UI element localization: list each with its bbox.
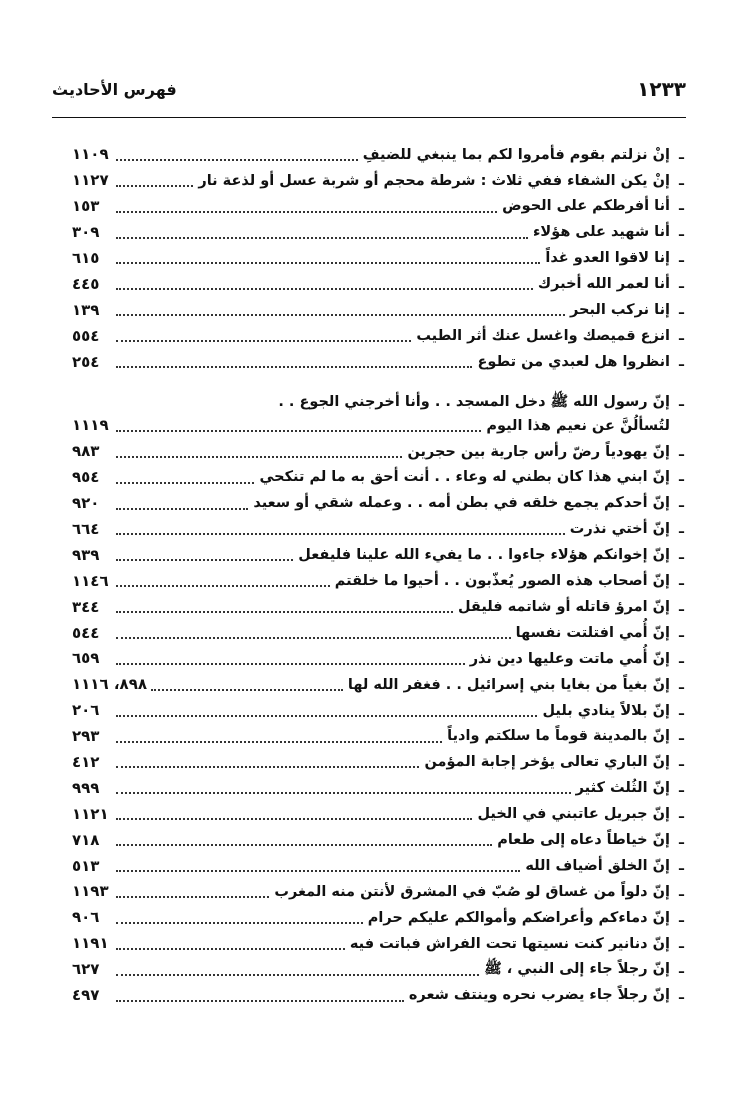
entry-ref: ١١٢١ bbox=[72, 804, 109, 823]
entry-text: إنّ يهودياً رضّ رأس جارية بين حجرين bbox=[407, 443, 670, 460]
index-entry bbox=[72, 349, 684, 375]
entry-text: إنّ جبريل عاتبني في الخيل bbox=[477, 806, 670, 823]
entry-ref: ٢٠٦ bbox=[72, 701, 100, 720]
entry-dash: ـ bbox=[679, 961, 684, 978]
entry-dash: ـ bbox=[679, 443, 684, 460]
entry-dash: ـ bbox=[679, 806, 684, 823]
entry-text: إنّ رجلاً جاء إلى النبي ، ﷺ bbox=[484, 961, 670, 978]
entry-ref: ١١٩١ bbox=[72, 934, 109, 953]
entry-ref: ٥٤٤ bbox=[72, 623, 100, 642]
entry-ref: ٤٩٧ bbox=[72, 986, 100, 1005]
dot-leader bbox=[116, 288, 533, 290]
entry-ref: ٦٢٧ bbox=[72, 960, 100, 979]
entry-ref: ٥١٣ bbox=[72, 856, 100, 875]
entry-text: إنّ بغياً من بغايا بني إسرائيل . . فغفر الله لها bbox=[347, 676, 670, 693]
index-entry bbox=[72, 465, 684, 491]
header-rule bbox=[52, 117, 686, 118]
entry-ref: ١١٢٧ bbox=[72, 171, 109, 190]
index-entry bbox=[72, 542, 684, 568]
dot-leader bbox=[116, 366, 472, 368]
entry-dash: ـ bbox=[679, 598, 684, 615]
entry-text: أنا أفرطكم على الحوض bbox=[502, 198, 670, 215]
index-entry bbox=[72, 375, 684, 413]
dot-leader bbox=[116, 896, 269, 898]
page-number: ١٢٣٣ bbox=[637, 77, 686, 101]
entry-ref: ٧١٨ bbox=[72, 830, 100, 849]
dot-leader bbox=[116, 340, 411, 342]
index-entry bbox=[72, 168, 684, 194]
entry-text: إنّ امرؤ قاتله أو شاتمه فليقل bbox=[457, 598, 670, 615]
entry-dash: ـ bbox=[679, 495, 684, 512]
entry-dash: ـ bbox=[679, 276, 684, 293]
entry-text: إنّ أصحاب هذه الصور يُعذّبون . . أحيوا ما خلقتم bbox=[334, 573, 670, 590]
entry-dash: ـ bbox=[679, 754, 684, 771]
entry-text: إنّ إخوانكم هؤلاء جاءوا . . ما يفيء الله علينا فليفعل bbox=[298, 547, 670, 564]
entry-text: إنّ ابني هذا كان بطني له وعاء . . أنت أحق به ما لم تنكحي bbox=[259, 469, 670, 486]
entry-dash: ـ bbox=[679, 198, 684, 215]
entry-text: إنا لاقوا العدو غداً bbox=[545, 250, 670, 267]
index-entry bbox=[72, 194, 684, 220]
index-entry bbox=[72, 246, 684, 272]
entry-dash: ـ bbox=[679, 728, 684, 745]
dot-leader bbox=[116, 792, 571, 794]
entry-ref: ٤١٢ bbox=[72, 753, 100, 772]
entry-dash: ـ bbox=[679, 624, 684, 641]
entry-dash: ـ bbox=[679, 302, 684, 319]
dot-leader bbox=[116, 533, 565, 535]
entry-text: إنّ أختي نذرت bbox=[569, 521, 670, 538]
dot-leader bbox=[151, 689, 343, 691]
index-entry bbox=[72, 698, 684, 724]
entry-dash: ـ bbox=[679, 547, 684, 564]
entry-ref: ٩٠٦ bbox=[72, 908, 100, 927]
entry-ref: ١١٤٦ bbox=[72, 571, 109, 590]
dot-leader bbox=[116, 922, 363, 924]
entry-text: إنا نركب البحر bbox=[569, 302, 670, 319]
index-entry bbox=[72, 827, 684, 853]
entry-ref: ٢٩٣ bbox=[72, 727, 100, 746]
entry-dash: ـ bbox=[679, 521, 684, 538]
index-entry bbox=[72, 297, 684, 323]
entry-ref: ١٣٩ bbox=[72, 300, 100, 319]
entry-dash: ـ bbox=[679, 935, 684, 952]
entry-ref: ١١١٩ bbox=[72, 416, 109, 435]
index-entry bbox=[72, 271, 684, 297]
index-entry bbox=[72, 672, 684, 698]
entry-text: انزع قميصك واغسل عنك أثر الطيب bbox=[416, 327, 670, 344]
entry-ref: ١١٠٩ bbox=[72, 145, 109, 164]
running-title: فهرس الأحاديث bbox=[52, 79, 177, 99]
entry-ref: ٦٦٤ bbox=[72, 520, 100, 539]
entry-dash: ـ bbox=[679, 676, 684, 693]
entry-ref: ٦٥٩ bbox=[72, 649, 100, 668]
entry-text: إنّ أُمي ماتت وعليها دين نذر bbox=[469, 650, 670, 667]
dot-leader bbox=[116, 456, 402, 458]
entry-ref: ٩٢٠ bbox=[72, 494, 100, 513]
index-entry bbox=[72, 801, 684, 827]
entry-ref: ٥٥٤ bbox=[72, 326, 100, 345]
entry-text: إنّ خياطاً دعاه إلى طعام bbox=[497, 831, 670, 848]
index-entry bbox=[72, 931, 684, 957]
entry-dash: ـ bbox=[679, 172, 684, 189]
index-entry bbox=[72, 323, 684, 349]
dot-leader bbox=[116, 559, 293, 561]
dot-leader bbox=[116, 262, 540, 264]
dot-leader bbox=[116, 637, 511, 639]
index-entry bbox=[72, 775, 684, 801]
index-entry bbox=[72, 568, 684, 594]
entry-ref: ٩٥٤ bbox=[72, 468, 100, 487]
entry-text: إنّ بلالاً ينادي بليل bbox=[542, 702, 670, 719]
entry-dash: ـ bbox=[679, 857, 684, 874]
entry-text: إنّ رسول الله ﷺ دخل المسجد . . وأنا أخرجني الجوع . . bbox=[278, 393, 670, 410]
entry-dash: ـ bbox=[679, 393, 684, 410]
entry-text: إنّ الثُلث كثير bbox=[575, 780, 670, 797]
entry-text: إنّ دلواً من غساق لو صُبّ في المشرق لأنتن منه المغرب bbox=[274, 883, 670, 900]
dot-leader bbox=[116, 430, 481, 432]
entry-ref: ٤٤٥ bbox=[72, 274, 100, 293]
index-entry bbox=[72, 220, 684, 246]
entry-dash: ـ bbox=[679, 909, 684, 926]
entry-text: إنّ أحدكم يجمع خلقه في بطن أمه . . وعمله شقي أو سعيد bbox=[253, 495, 670, 512]
index-entry bbox=[72, 491, 684, 517]
entry-dash: ـ bbox=[679, 250, 684, 267]
hadith-index-list bbox=[72, 142, 684, 1009]
entry-text: إنّ بالمدينة قوماً ما سلكتم وادياً bbox=[447, 728, 670, 745]
entry-dash: ـ bbox=[679, 831, 684, 848]
index-entry bbox=[72, 646, 684, 672]
dot-leader bbox=[116, 185, 193, 187]
entry-dash: ـ bbox=[679, 883, 684, 900]
entry-text: إنّ الخلق أضياف الله bbox=[525, 857, 670, 874]
entry-text: لتُسألُنَّ عن نعيم هذا اليوم bbox=[486, 417, 670, 434]
entry-ref: ١١٩٣ bbox=[72, 882, 109, 901]
entry-ref: ٩٩٩ bbox=[72, 778, 100, 797]
entry-ref: ٨٩٨، ١١١٦ bbox=[72, 675, 148, 694]
dot-leader bbox=[116, 211, 497, 213]
index-entry bbox=[72, 905, 684, 931]
entry-ref: ٢٥٤ bbox=[72, 352, 100, 371]
entry-ref: ٣٠٩ bbox=[72, 223, 100, 242]
entry-dash: ـ bbox=[679, 780, 684, 797]
entry-ref: ٣٤٤ bbox=[72, 597, 100, 616]
dot-leader bbox=[116, 844, 492, 846]
index-entry bbox=[72, 750, 684, 776]
entry-text: إنّ دماءكم وأعراضكم وأموالكم عليكم حرام bbox=[367, 909, 670, 926]
index-entry bbox=[72, 620, 684, 646]
index-entry bbox=[72, 724, 684, 750]
dot-leader bbox=[116, 314, 565, 316]
entry-text: إنّ رجلاً جاء يضرب نحره وينتف شعره bbox=[408, 987, 670, 1004]
dot-leader bbox=[116, 482, 254, 484]
entry-ref: ٩٣٩ bbox=[72, 545, 100, 564]
entry-text: إنّ أُمي افتلتت نفسها bbox=[515, 624, 670, 641]
index-entry bbox=[72, 983, 684, 1009]
entry-text: إنّ الباري تعالى يؤخر إجابة المؤمن bbox=[424, 754, 670, 771]
dot-leader bbox=[116, 237, 528, 239]
dot-leader bbox=[116, 663, 465, 665]
entry-text: إنْ نزلتم بقوم فأمروا لكم بما ينبغي للضيفِ bbox=[362, 146, 670, 163]
index-entry bbox=[72, 879, 684, 905]
dot-leader bbox=[116, 741, 442, 743]
dot-leader bbox=[116, 585, 330, 587]
entry-text: أنا لعمر الله أخبرك bbox=[537, 276, 670, 293]
entry-text: أنا شهيد على هؤلاء bbox=[533, 224, 670, 241]
entry-ref: ٦١٥ bbox=[72, 249, 100, 267]
dot-leader bbox=[116, 818, 472, 820]
dot-leader bbox=[116, 948, 345, 950]
index-entry bbox=[72, 413, 684, 439]
entry-dash: ـ bbox=[679, 469, 684, 486]
dot-leader bbox=[116, 159, 358, 161]
index-entry bbox=[72, 594, 684, 620]
dot-leader bbox=[116, 870, 520, 872]
dot-leader bbox=[116, 611, 453, 613]
entry-ref: ١٥٣ bbox=[72, 197, 100, 216]
entry-dash: ـ bbox=[679, 146, 684, 163]
entry-ref: ٩٨٣ bbox=[72, 442, 100, 461]
index-entry bbox=[72, 517, 684, 543]
page-header bbox=[52, 74, 686, 104]
dot-leader bbox=[116, 715, 537, 717]
index-entry bbox=[72, 853, 684, 879]
dot-leader bbox=[116, 974, 479, 976]
entry-text: انظروا هل لعبدي من تطوع bbox=[477, 353, 670, 370]
dot-leader bbox=[116, 766, 419, 768]
entry-dash: ـ bbox=[679, 702, 684, 719]
entry-text: إنْ يكن الشفاء ففي ثلاث : شرطة محجم أو شربة عسل أو لذعة نار bbox=[198, 172, 670, 189]
entry-dash: ـ bbox=[679, 987, 684, 1004]
dot-leader bbox=[116, 508, 248, 510]
entry-dash: ـ bbox=[679, 650, 684, 667]
index-entry bbox=[72, 439, 684, 465]
entry-text: إنّ دنانير كنت نسيتها تحت الفراش فباتت فيه bbox=[349, 935, 670, 952]
index-entry bbox=[72, 957, 684, 983]
entry-dash: ـ bbox=[679, 224, 684, 241]
index-entry bbox=[72, 142, 684, 168]
entry-dash: ـ bbox=[679, 327, 684, 344]
dot-leader bbox=[116, 1000, 404, 1002]
entry-dash: ـ bbox=[679, 353, 684, 370]
entry-dash: ـ bbox=[679, 573, 684, 590]
